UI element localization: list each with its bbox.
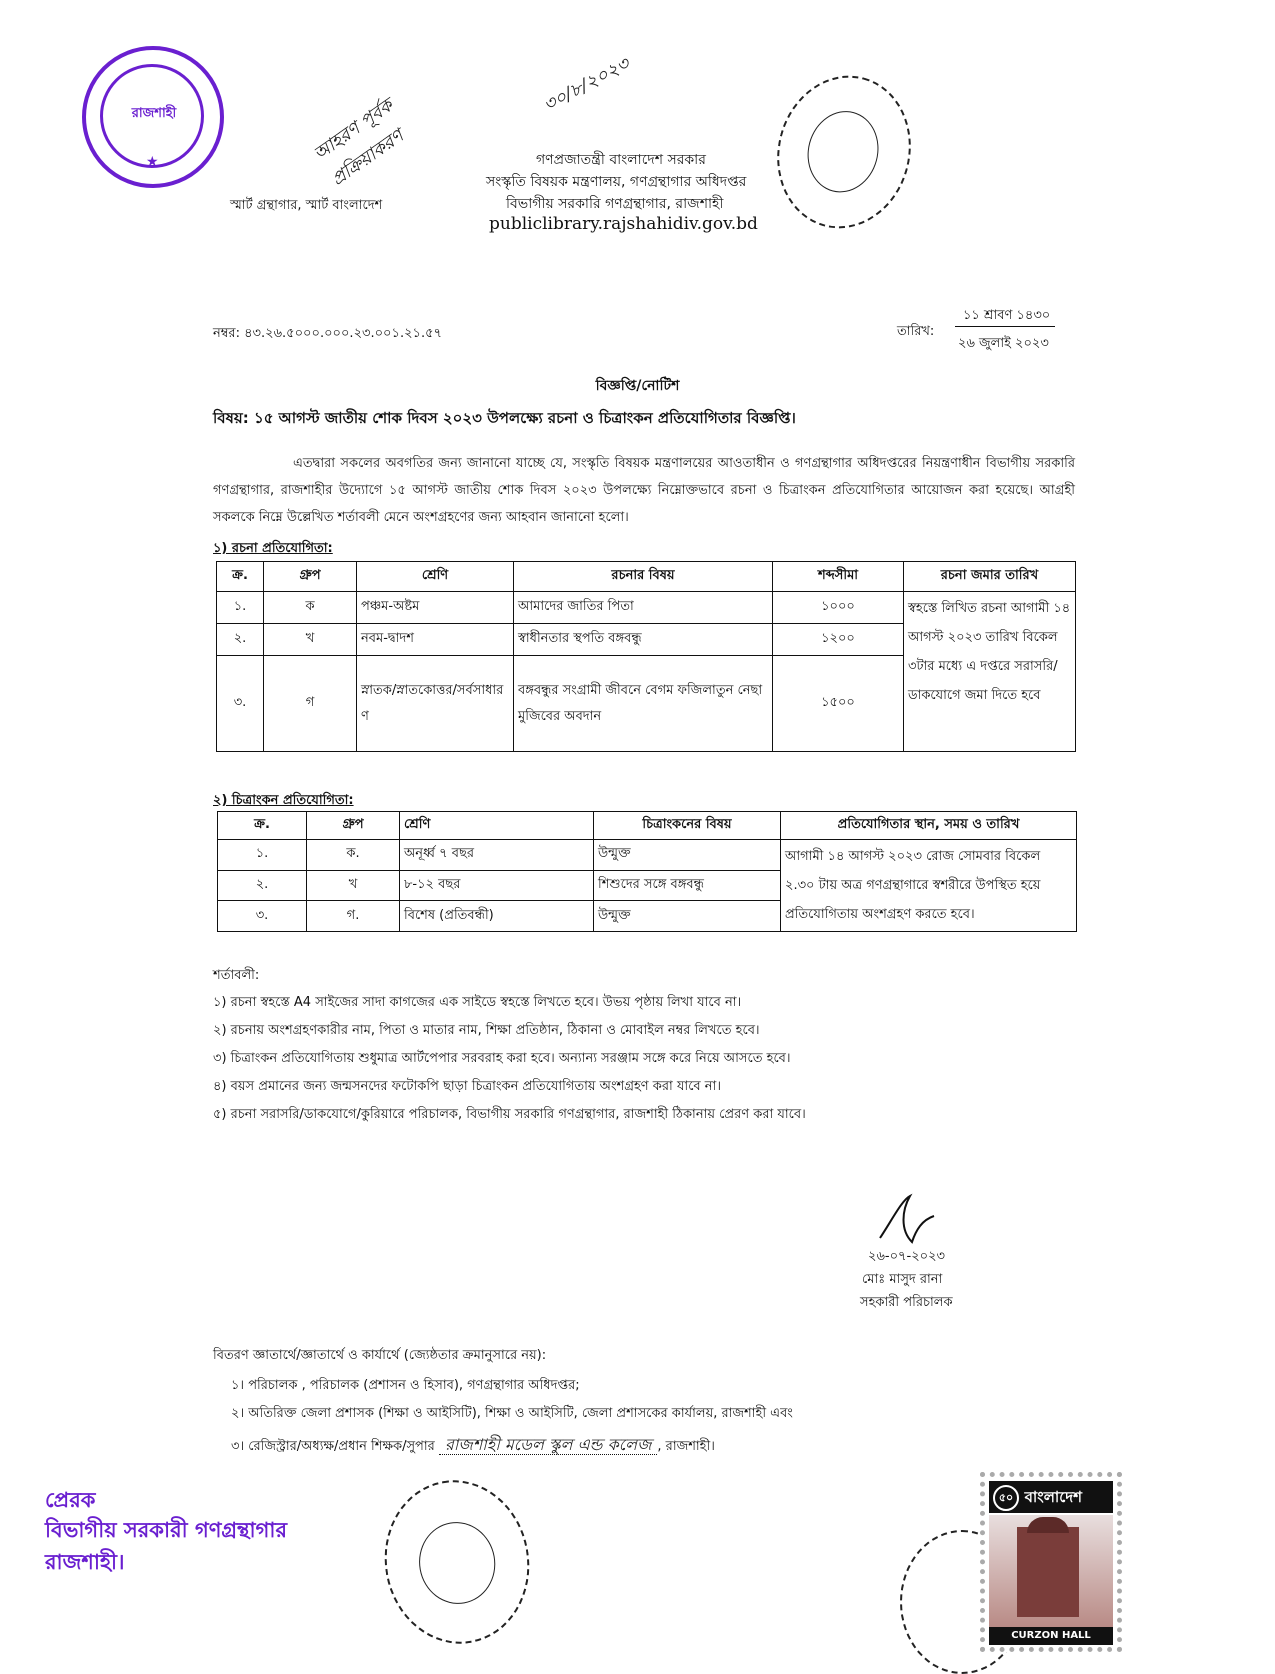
subject-row: [213, 407, 796, 432]
cell-class: পঞ্চম-অষ্টম: [357, 592, 514, 624]
cell-group: গ.: [307, 901, 400, 932]
cell-drawing-topic: উন্মুক্ত: [594, 901, 781, 932]
date-divider: [955, 326, 1055, 327]
memo-label: নম্বর:: [213, 326, 240, 341]
notice-heading: বিজ্ঞপ্তি/নোটিশ: [595, 378, 680, 394]
handwritten-note: আহরণ পূর্বক প্রক্রিয়াকরণ: [309, 94, 408, 191]
cell-class: বিশেষ (প্রতিবন্ধী): [400, 901, 594, 932]
cell-venue: আগামী ১৪ আগস্ট ২০২৩ রোজ সোমবার বিকেল ২.৩০ টায় অত্র গণগ্রন্থাগারে স্বশরীরে উপস্থিত হয়ে প্রতিযোগিতায় অংশগ্রহণ করতে হবে।: [781, 840, 1077, 932]
postage-stamp: [980, 1472, 1122, 1652]
th-venue: প্রতিযোগিতার স্থান, সময় ও তারিখ: [781, 812, 1077, 840]
cell-serial: ১.: [218, 840, 307, 871]
cell-deadline: স্বহস্তে লিখিত রচনা আগামী ১৪ আগস্ট ২০২৩ তারিখ বিকেল ৩টার মধ্যে এ দপ্তরে সরাসরি/ডাকযোগে জমা দিতে হবে: [904, 592, 1076, 752]
distribution-item: ১। পরিচালক , পরিচালক (প্রশাসন ও হিসাব), গণগ্রন্থাগার অধিদপ্তর;: [231, 1378, 580, 1393]
subject-label: বিষয়:: [213, 409, 249, 427]
subject-text: ১৫ আগস্ট জাতীয় শোক দিবস ২০২৩ উপলক্ষ্যে রচনা ও চিত্রাংকন প্রতিযোগিতার বিজ্ঞপ্তি।: [253, 409, 796, 427]
th-word-limit: শব্দসীমা: [773, 562, 904, 592]
stamp-country: বাংলাদেশ: [1024, 1488, 1083, 1506]
signature-scribble: [872, 1190, 942, 1250]
drawing-header-row: [218, 812, 1077, 840]
cell-class: অনূর্ধ্ব ৭ বছর: [400, 840, 594, 871]
cell-class: ৮-১২ বছর: [400, 870, 594, 901]
cell-serial: ৩.: [218, 901, 307, 932]
date-label: তারিখ:: [897, 324, 935, 339]
essay-section-title: ১) রচনা প্রতিযোগিতা:: [213, 541, 333, 556]
th-class: শ্রেণি: [400, 812, 594, 840]
sender-line-3: রাজশাহী।: [45, 1550, 125, 1574]
distribution-item-3-handwritten: রাজশাহী মডেল স্কুল এন্ড কলেজ: [439, 1435, 657, 1455]
th-serial: ক্র.: [217, 562, 264, 592]
cell-serial: ৩.: [217, 656, 264, 752]
cell-word-limit: ১২০০: [773, 624, 904, 656]
conditions-title: শর্তাবলী:: [213, 968, 260, 983]
th-group: গ্রুপ: [264, 562, 357, 592]
th-serial: ক্র.: [218, 812, 307, 840]
condition-item: ৪) বয়স প্রমানের জন্য জন্মসনদের ফটোকপি ছাড়া চিত্রাংকন প্রতিযোগিতায় অংশগ্রহণ করা যাবে না।: [213, 1079, 721, 1094]
distribution-item-3-prefix: ৩। রেজিস্ট্রার/অধ্যক্ষ/প্রধান শিক্ষক/সুপার: [231, 1439, 435, 1454]
stamp-caption: CURZON HALL: [989, 1627, 1113, 1645]
th-deadline: রচনা জমার তারিখ: [904, 562, 1076, 592]
th-drawing-topic: চিত্রাংকনের বিষয়: [594, 812, 781, 840]
date-english: ২৬ জুলাই ২০২৩: [958, 336, 1049, 351]
essay-table: [216, 561, 1076, 752]
distribution-title: বিতরণ জ্ঞাতার্থে/জ্ঞাতার্থে ও কার্যার্থে (জ্যেষ্ঠতার ক্রমানুসারে নয়):: [213, 1348, 547, 1363]
memo-number-row: [213, 324, 442, 345]
cell-class: নবম-দ্বাদশ: [357, 624, 514, 656]
th-topic: রচনার বিষয়: [514, 562, 773, 592]
sender-line-2: বিভাগীয় সরকারী গণগ্রন্থাগার: [45, 1518, 288, 1542]
cell-group: খ: [307, 870, 400, 901]
signatory-name: মোঃ মাসুদ রানা: [862, 1272, 943, 1287]
memo-number: ৪৩.২৬.৫০০০.০০০.২৩.০০১.২১.৫৭: [244, 326, 442, 341]
office-seal: [82, 46, 224, 188]
header-line-2: সংস্কৃতি বিষয়ক মন্ত্রণালয়, গণগ্রন্থাগার অধিদপ্তর: [486, 174, 747, 190]
star-icon: ★: [146, 154, 159, 170]
cell-topic: আমাদের জাতির পিতা: [514, 592, 773, 624]
cell-topic: বঙ্গবন্ধুর সংগ্রামী জীবনে বেগম ফজিলাতুন নেছা মুজিবের অবদান: [514, 656, 773, 752]
distribution-item-3-suffix: , রাজশাহী।: [657, 1439, 715, 1454]
cell-serial: ২.: [217, 624, 264, 656]
condition-item: ১) রচনা স্বহস্তে A4 সাইজের সাদা কাগজের এক সাইডে স্বহস্তে লিখতে হবে। উভয় পৃষ্ঠায় লিখা যাবে না।: [213, 995, 742, 1010]
th-class: শ্রেণি: [357, 562, 514, 592]
drawing-section-title: ২) চিত্রাংকন প্রতিযোগিতা:: [213, 793, 354, 808]
signature-date: ২৬-০৭-২০২৩: [868, 1249, 946, 1264]
cell-serial: ২.: [218, 870, 307, 901]
cell-class: স্নাতক/স্নাতকোত্তর/সর্বসাধারণ: [357, 656, 514, 752]
distribution-item: ২। অতিরিক্ত জেলা প্রশাসক (শিক্ষা ও আইসিটি), শিক্ষা ও আইসিটি, জেলা প্রশাসকের কার্যালয়, রাজশাহী এবং: [231, 1406, 793, 1421]
cell-group: গ: [264, 656, 357, 752]
cell-group: খ: [264, 624, 357, 656]
cell-group: ক: [264, 592, 357, 624]
drawing-table: [217, 811, 1077, 932]
postmark-top: [760, 61, 927, 244]
header-left-caption: স্মার্ট গ্রন্থাগার, স্মার্ট বাংলাদেশ: [230, 198, 383, 213]
condition-item: ৩) চিত্রাংকন প্রতিযোগিতায় শুধুমাত্র আর্টপেপার সরবরাহ করা হবে। অন্যান্য সরঞ্জাম সঙ্গে করে নিয়ে আসতে হবে।: [213, 1051, 791, 1066]
table-row: [218, 840, 1077, 871]
stamp-value: ৫০: [993, 1485, 1019, 1511]
date-bangla: ১১ শ্রাবণ ১৪৩০: [963, 308, 1051, 323]
cell-group: ক.: [307, 840, 400, 871]
curzon-hall-illustration: [989, 1515, 1113, 1627]
sender-line-1: প্রেরক: [45, 1488, 96, 1512]
seal-text: রাজশাহী: [131, 106, 177, 121]
signatory-designation: সহকারী পরিচালক: [860, 1295, 953, 1310]
website-link[interactable]: publiclibrary.rajshahidiv.gov.bd: [489, 214, 758, 234]
postmark-bottom: [372, 1469, 542, 1656]
condition-item: ২) রচনায় অংশগ্রহণকারীর নাম, পিতা ও মাতার নাম, শিক্ষা প্রতিষ্ঠান, ঠিকানা ও মোবাইল নম্বর লিখতে হবে।: [213, 1023, 760, 1038]
header-line-3: বিভাগীয় সরকারি গণগ্রন্থাগার, রাজশাহী: [506, 196, 724, 212]
cell-topic: স্বাধীনতার স্থপতি বঙ্গবন্ধু: [514, 624, 773, 656]
cell-word-limit: ১০০০: [773, 592, 904, 624]
cell-word-limit: ১৫০০: [773, 656, 904, 752]
distribution-item-3: [231, 1432, 715, 1459]
th-group: গ্রুপ: [307, 812, 400, 840]
cell-drawing-topic: উন্মুক্ত: [594, 840, 781, 871]
notice-body: এতদ্বারা সকলের অবগতির জন্য জানানো যাচ্ছে যে, সংস্কৃতি বিষয়ক মন্ত্রণালয়ের আওতাধীন ও গণগ্রন্থাগার অধিদপ্তরের নিয়ন্ত্রণাধীন বিভাগীয় সরকারি গণগ্রন্থাগার, রাজশাহীর উদ্যোগে ১৫ আগস্ট জাতীয় শোক দিবস ২০২৩ উপলক্ষ্যে নিম্নোক্তভাবে রচনা ও চিত্রাংকন প্রতিযোগিতার আয়োজন করা হয়েছে। আগ্রহী সকলকে নিম্নে উল্লেখিত শর্তাবলী মেনে অংশগ্রহণের জন্য আহবান জানানো হলো।: [213, 456, 1075, 525]
header-line-1: গণপ্রজাতন্ত্রী বাংলাদেশ সরকার: [536, 152, 706, 168]
handwritten-date: ৩০/৮/২০২৩: [540, 53, 633, 116]
table-row: [217, 592, 1076, 624]
cell-drawing-topic: শিশুদের সঙ্গে বঙ্গবন্ধু: [594, 870, 781, 901]
condition-item: ৫) রচনা সরাসরি/ডাকযোগে/কুরিয়ারে পরিচালক, বিভাগীয় সরকারি গণগ্রন্থাগার, রাজশাহী ঠিকানায় প্রেরণ করা যাবে।: [213, 1107, 806, 1122]
cell-serial: ১.: [217, 592, 264, 624]
essay-header-row: [217, 562, 1076, 592]
